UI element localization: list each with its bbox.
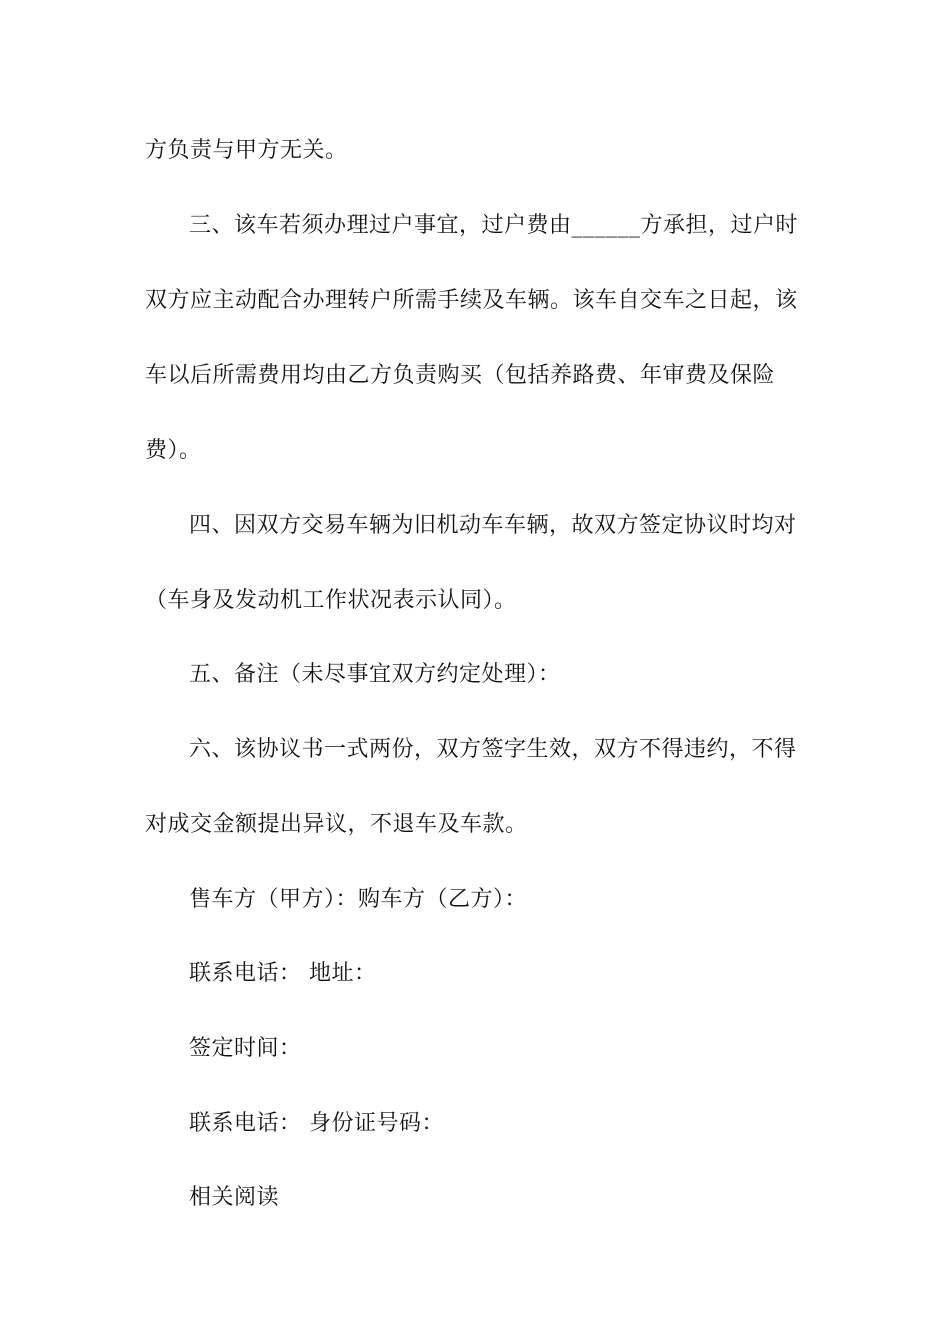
clause-4-line-2: （车身及发动机工作状况表示认同）。 (145, 588, 517, 613)
phone-address-line: 联系电话： 地址： (189, 961, 377, 986)
clause-6-line-2: 对成交金额提出异议，不退车及车款。 (145, 812, 528, 837)
clause-3-line-3: 车以后所需费用均由乙方负责购买（包括养路费、年审费及保险 (145, 363, 776, 388)
clause-6-line-1: 六、该协议书一式两份，双方签字生效，双方不得违约，不得 (189, 737, 797, 762)
clause-3-line-1: 三、该车若须办理过户事宜，过户费由______方承担，过户时 (189, 213, 799, 238)
clause-3-line-4: 费）。 (145, 438, 202, 463)
clause-4-line-1: 四、因双方交易车辆为旧机动车车辆，故双方签定协议时均对 (189, 513, 797, 538)
phone-id-line: 联系电话： 身份证号码： (189, 1111, 444, 1136)
clause-3-line-2: 双方应主动配合办理转户所需手续及车辆。该车自交车之日起，该 (145, 288, 798, 313)
related-reading: 相关阅读 (189, 1185, 280, 1210)
clause-5: 五、备注（未尽事宜双方约定处理）： (189, 662, 561, 687)
signing-time-line: 签定时间： (189, 1036, 302, 1061)
paragraph-2-end: 方负责与甲方无关。 (145, 138, 348, 163)
seller-buyer-line: 售车方（甲方）：购车方（乙方）： (189, 887, 528, 912)
